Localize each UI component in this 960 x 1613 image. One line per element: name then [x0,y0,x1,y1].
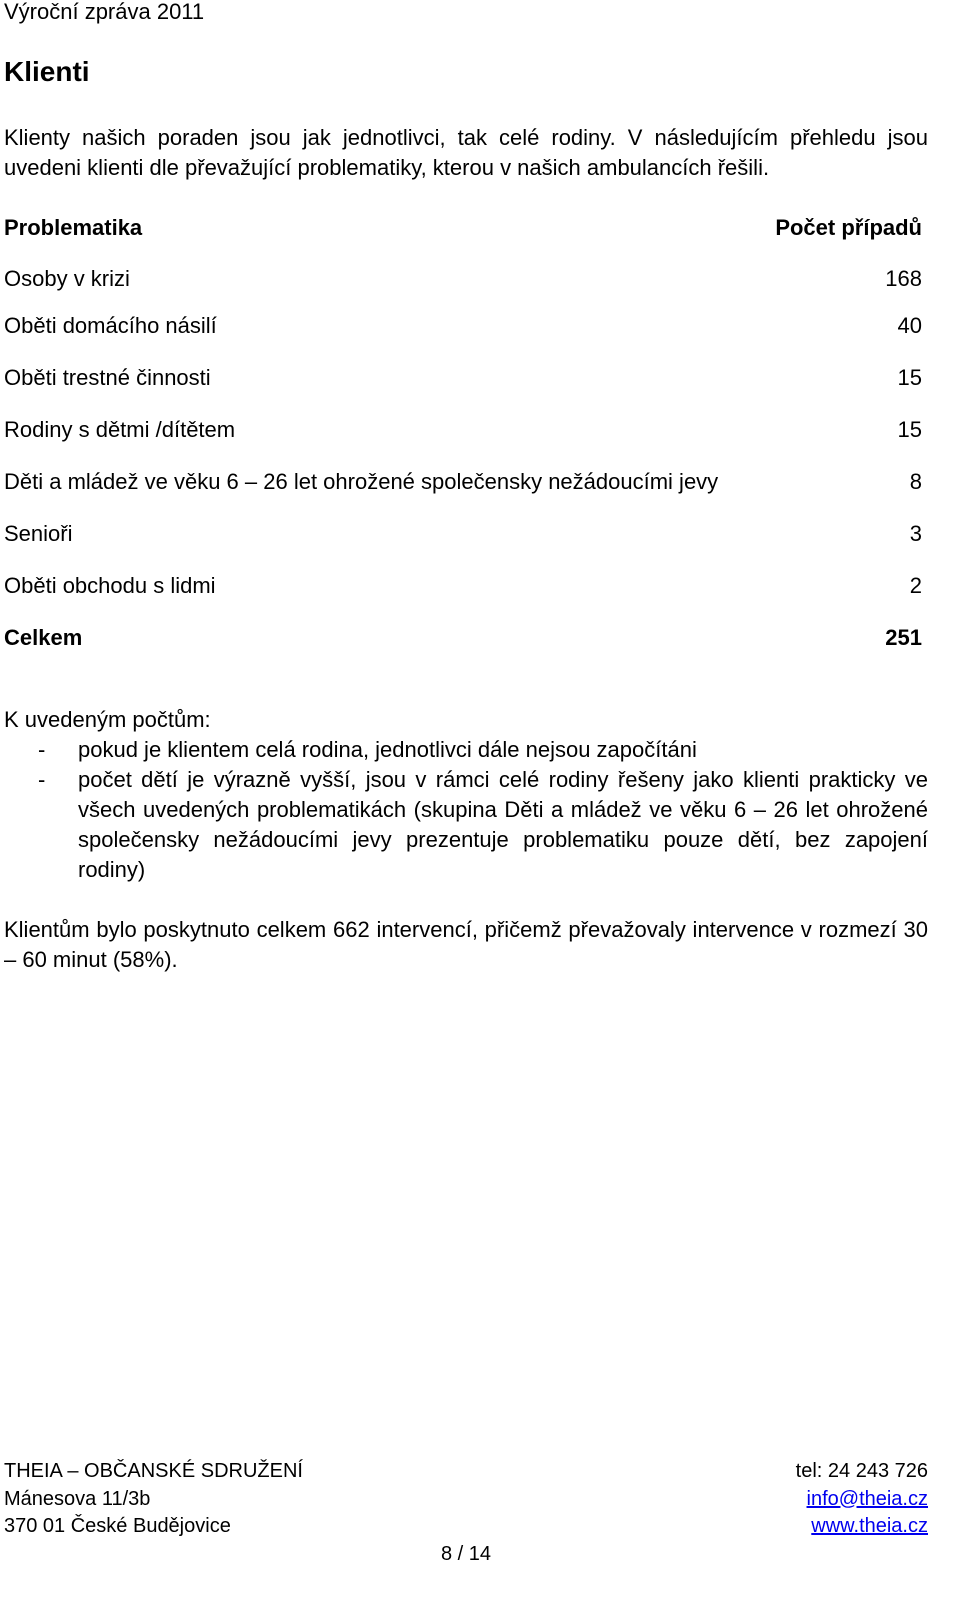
row-label: Oběti domácího násilí [4,313,217,338]
table-row [4,311,922,341]
table-row [4,571,922,601]
row-value: 3 [909,521,922,546]
table-header [4,213,922,243]
table-row [4,467,922,497]
row-value: 2 [909,573,922,598]
row-value: 15 [897,417,922,442]
page-number: 8 / 14 [440,1543,492,1565]
document-header-title: Výroční zpráva 2011 [4,0,205,24]
list-item [4,765,928,885]
row-label: Oběti trestné činnosti [4,365,211,390]
total-value: 251 [885,625,922,650]
table-total-row [4,623,922,653]
list-item-text: počet dětí je výrazně vyšší, jsou v rámci celé rodiny řešeny jako klienti prakticky ve všech uvedených problematikách (skupina Děti a mládež ve věku 6 – 26 let ohrožené společensky nežádoucími jevy prezentuje problematiku pouze dětí, bez zapojení rodiny) [78,767,928,882]
footer-city: 370 01 České Budějovice [4,1515,231,1537]
footer-street: Mánesova 11/3b [4,1487,151,1510]
footer-phone: tel: 24 243 726 [795,1460,928,1482]
list-item-text: pokud je klientem celá rodina, jednotlivci dále nejsou započítáni [78,737,697,762]
row-value: 8 [909,469,922,494]
bullet-dash: - [38,737,46,762]
row-label: Osoby v krizi [4,266,130,291]
footer-org-name: THEIA – OBČANSKÉ SDRUŽENÍ [4,1460,303,1482]
footer-contact [796,1458,928,1541]
row-label: Oběti obchodu s lidmi [4,573,216,598]
row-value: 168 [885,266,922,291]
notes-title: K uvedeným počtům: [4,707,211,732]
table-row [4,363,922,393]
row-label: Děti a mládež ve věku 6 – 26 let ohrožené společensky nežádoucími jevy [4,469,719,494]
intro-paragraph: Klienty našich poraden jsou jak jednotlivci, tak celé rodiny. V následujícím přehledu jsou uvedeni klienti dle převažující problematiky, kterou v našich ambulancích řešili. [4,125,928,180]
bullet-dash: - [38,767,46,792]
row-label: Senioři [4,521,73,546]
table-row [4,264,922,294]
column-header-count: Počet případů [775,215,922,240]
list-item [4,735,928,765]
total-label: Celkem [4,625,83,650]
table-row [4,519,922,549]
row-label: Rodiny s dětmi /dítětem [4,417,236,442]
row-value: 15 [897,365,922,390]
summary-paragraph: Klientům bylo poskytnuto celkem 662 intervencí, přičemž převažovaly intervence v rozmezí 30 – 60 minut (58%). [4,917,928,972]
column-header-problem: Problematika [4,215,143,240]
footer-address [4,1458,303,1541]
footer-email-link[interactable]: info@theia.cz [806,1487,928,1510]
row-value: 40 [897,313,922,338]
section-heading: Klienti [4,56,90,87]
notes-list [4,735,928,885]
table-row [4,415,922,445]
footer-website-link[interactable]: www.theia.cz [811,1515,928,1537]
